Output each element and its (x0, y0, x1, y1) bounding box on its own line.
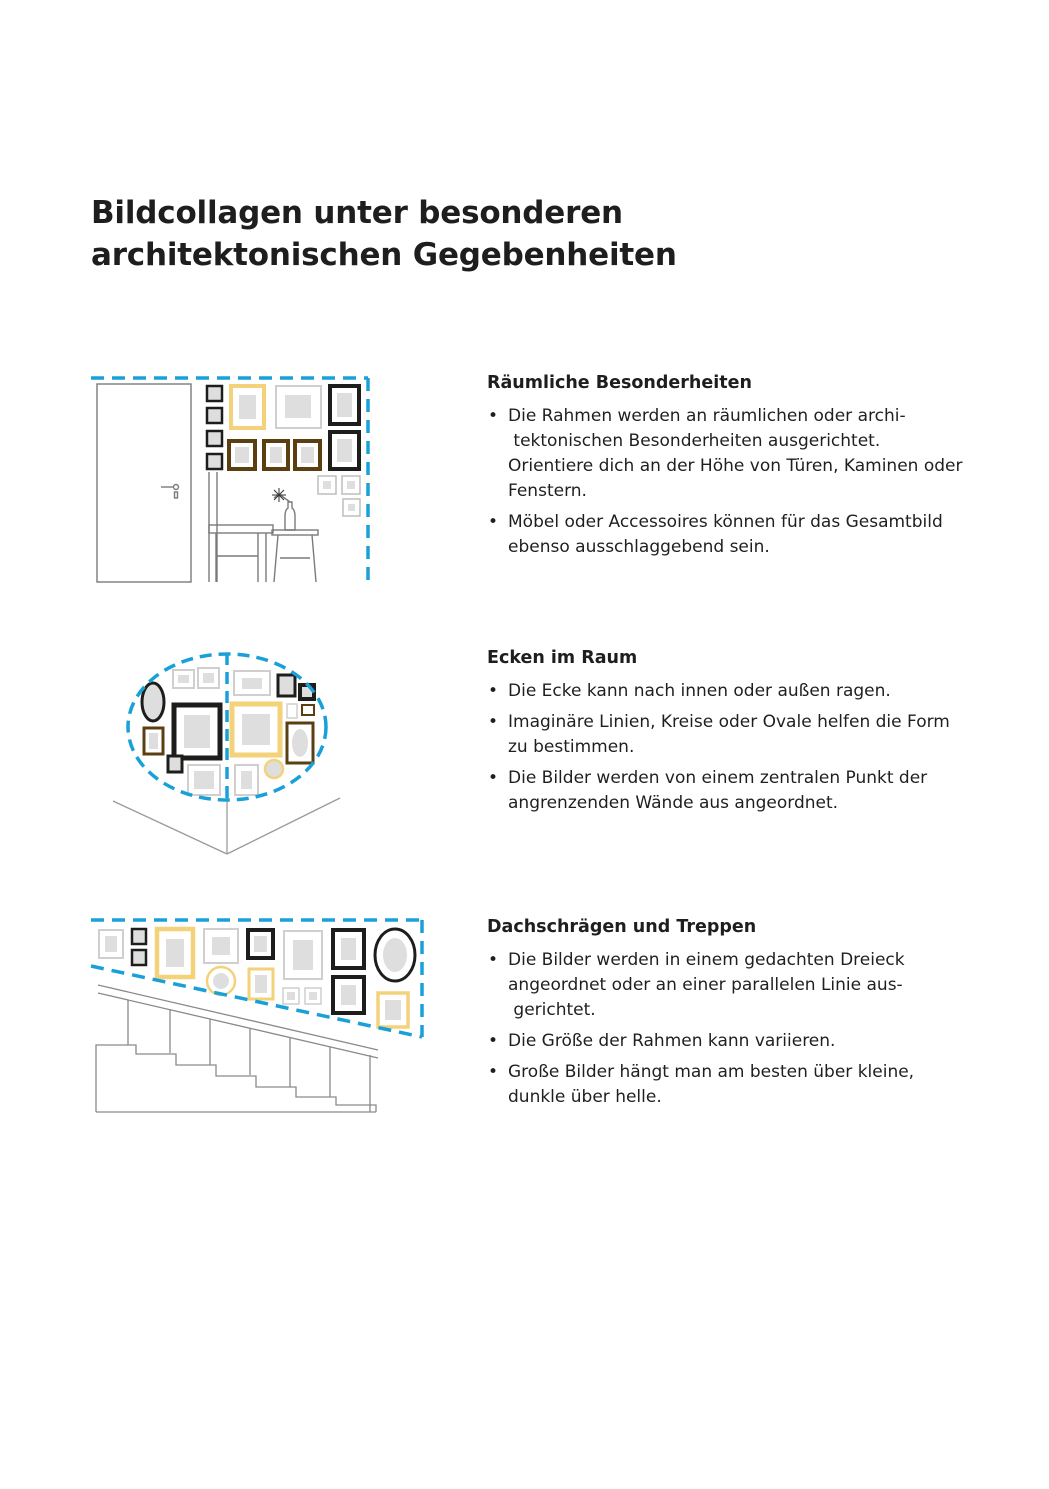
section-slopes-and-stairs (487, 915, 967, 1116)
section-heading: Dachschrägen und Treppen (487, 917, 757, 937)
page-title-line-2: architektonischen Gegebenheiten (91, 237, 677, 273)
bullet-item: • Die Rahmen werden an räumlichen oder archi- tektonischen Besonderheiten ausgerichtet. Orientiere dich an der Höhe von Türen, Kaminen oder Fenstern. (487, 404, 967, 504)
bullet-item: • Die Bilder werden in einem gedachten Dreieck angeordnet oder an einer parallelen Linie aus- gerichtet. (487, 948, 967, 1023)
bullet-item: • Die Größe der Rahmen kann variieren. (487, 1029, 967, 1054)
illustration-slopes-and-stairs (88, 915, 428, 1115)
bullet-item: • Große Bilder hängt man am besten über kleine, dunkle über helle. (487, 1060, 967, 1110)
section-spatial-features (487, 371, 967, 566)
bullet-list (487, 679, 967, 816)
page-title-line-1: Bildcollagen unter besonderen (91, 195, 623, 231)
section-heading: Ecken im Raum (487, 648, 638, 668)
bullet-list (487, 948, 967, 1110)
section-heading: Räumliche Besonderheiten (487, 373, 752, 393)
bullet-item: • Die Bilder werden von einem zentralen Punkt der angrenzenden Wände aus angeordnet. (487, 766, 967, 816)
bullet-item: • Möbel oder Accessoires können für das Gesamtbild ebenso ausschlaggebend sein. (487, 510, 967, 560)
bullet-list (487, 404, 967, 560)
illustration-spatial-features (88, 372, 374, 586)
illustration-room-corners (110, 648, 344, 858)
bullet-item: • Imaginäre Linien, Kreise oder Ovale helfen die Form zu bestimmen. (487, 710, 967, 760)
bullet-item: • Die Ecke kann nach innen oder außen ragen. (487, 679, 967, 704)
page-title (91, 192, 677, 276)
section-room-corners (487, 646, 967, 822)
